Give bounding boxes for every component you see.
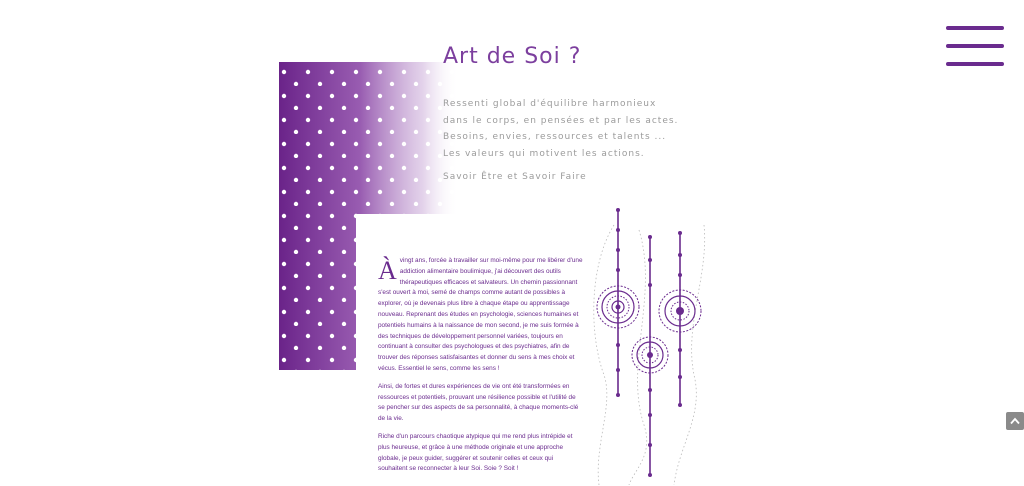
menu-line xyxy=(946,44,1004,48)
bio-paragraph: Ainsi, de fortes et dures expériences de vie ont été transformées en ressources et potentiels, prouvant une résilience possible et l'utilité de se pencher sur des aspects de sa personnalité, à chaque moments-clé de la vie. xyxy=(378,382,579,423)
hamburger-menu-icon[interactable] xyxy=(946,26,1004,68)
intro-line: Besoins, envies, ressources et talents ... xyxy=(443,132,667,142)
bio-text xyxy=(378,256,584,482)
menu-line xyxy=(946,62,1004,66)
intro-line: dans le corps, en pensées et par les actes. xyxy=(443,115,679,126)
intro-line: Les valeurs qui motivent les actions. xyxy=(443,148,645,159)
menu-line xyxy=(946,26,1004,30)
bio-paragraph-text: vingt ans, forcée à travailler sur moi-même pour me libérer d'une addiction alimentaire boulimique, j'ai découvert des outils thérapeutiques efficaces et salvateurs. Un chemin passionnant s'est ouvert à moi, semé de champs comme autant de possibles à explorer, où je devenais plus libre à chaque étape ou apprentissage nouveau. Reprenant des études en psychologie, sciences humaines et potentiels humains à la naissance de mon second, je me suis formée à des techniques de développement personnel variées, toujours en continuant à consulter des psychologues et des psychiatres, afin de trouver des réponses satisfaisantes et donner du sens à mes choix et vécus. Essentiel le sens, comme les sens ! xyxy=(378,257,583,372)
scroll-top-button[interactable] xyxy=(1006,412,1024,430)
drop-cap: À xyxy=(378,256,397,285)
intro-savoir: Savoir Être et Savoir Faire xyxy=(443,172,587,182)
bio-paragraph: Riche d'un parcours chaotique atypique qui me rend plus intrépide et plus heureuse, et grâce à une méthode originale et une approche globale, je peux guider, suggérer et soutenir celles et ceux qui souhaitent se reconnecter à leur Soi. Soie ? Soit ! xyxy=(378,432,573,473)
intro-line: Ressenti global d'équilibre harmonieux xyxy=(443,99,657,109)
page-title: Art de Soi ? xyxy=(443,44,582,69)
mandala-decoration xyxy=(584,205,714,485)
bio-paragraph xyxy=(378,256,584,375)
intro-block xyxy=(443,96,679,186)
chevron-up-icon xyxy=(1010,417,1020,425)
